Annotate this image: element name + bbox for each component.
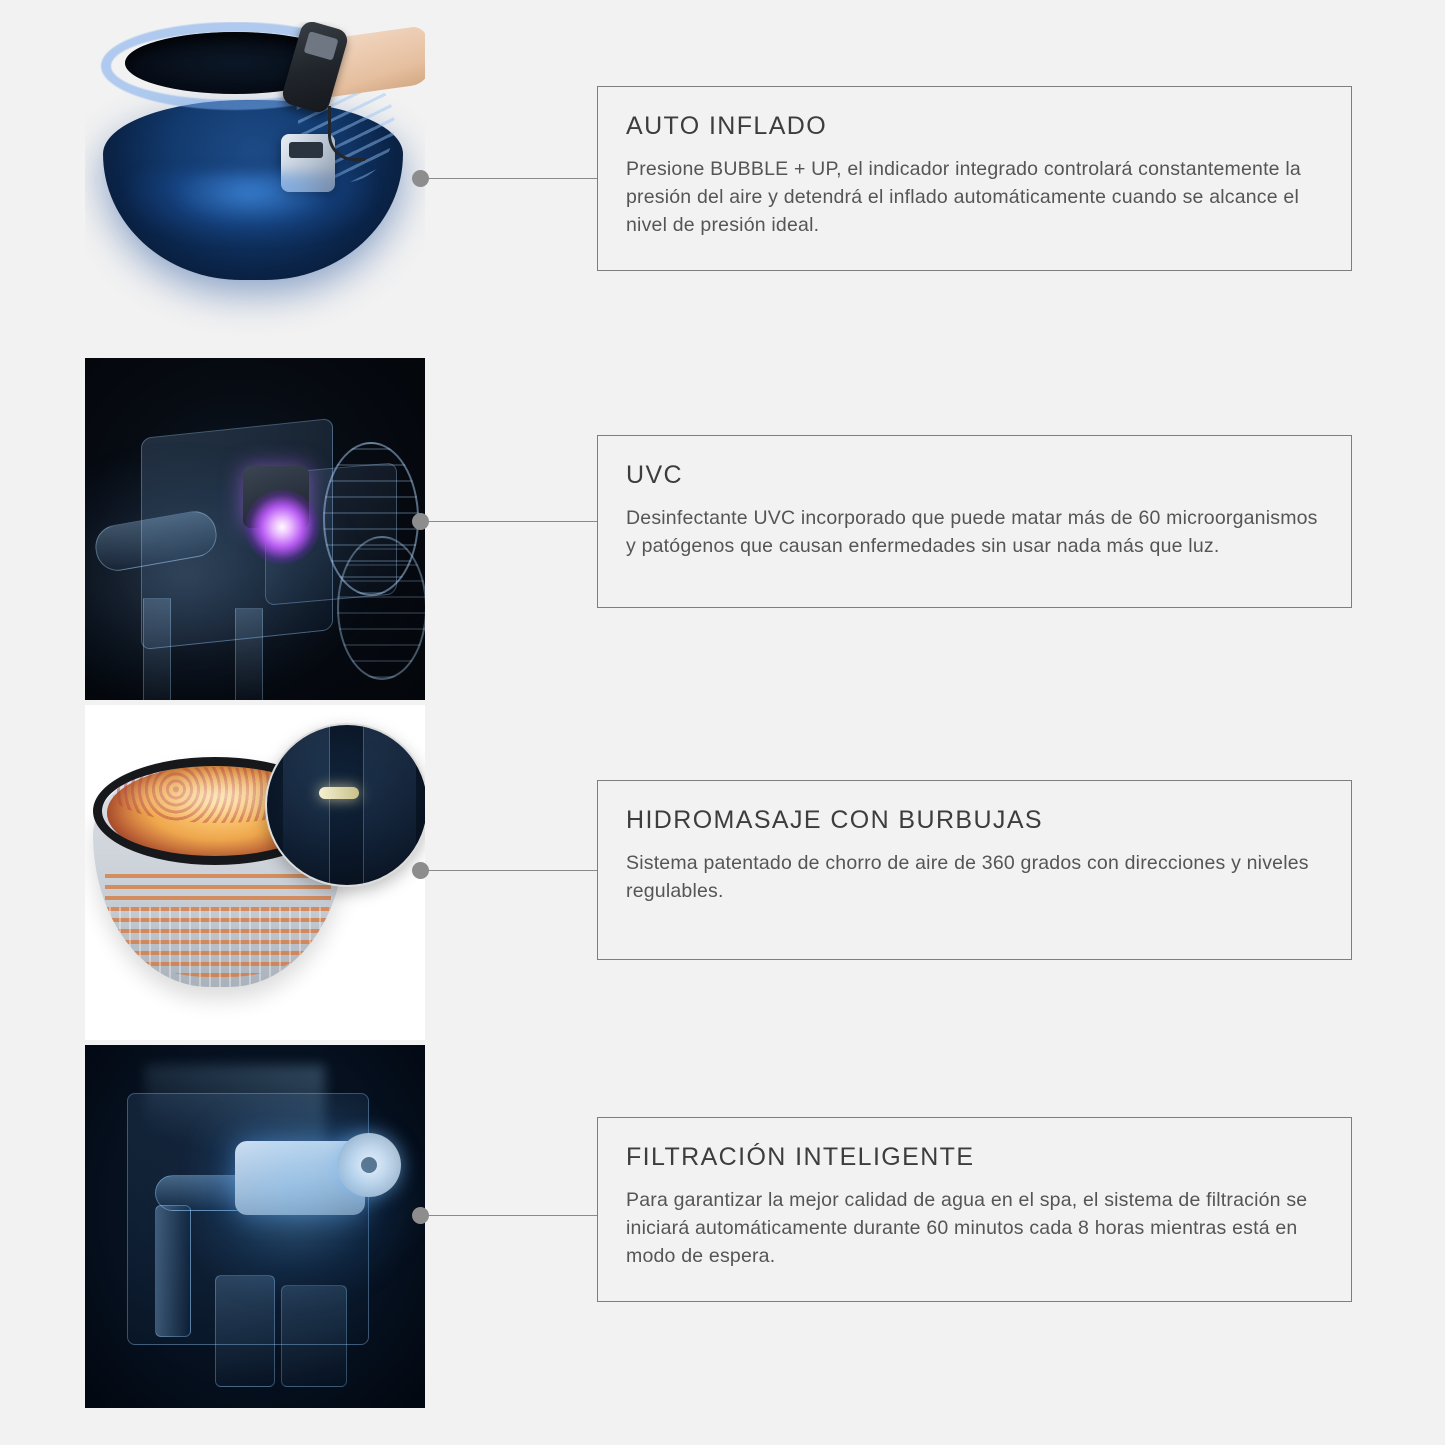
- illustration-filtration-system: [85, 1045, 425, 1408]
- feature-title-auto-inflado: AUTO INFLADO: [626, 112, 828, 140]
- connector-line-2: [428, 521, 598, 522]
- feature-card-auto-inflado: [597, 86, 1352, 271]
- feature-title-hidromasaje: HIDROMASAJE CON BURBUJAS: [626, 806, 1043, 834]
- feature-body-auto-inflado: Presione BUBBLE + UP, el indicador integrado controlará constantemente la presión del aire y detendrá el inflado automáticamente cuando se alcance el nivel de presión ideal.: [626, 157, 1301, 237]
- jet-detail-callout: [265, 723, 425, 887]
- connector-dot-1: [412, 170, 429, 187]
- filter-pipe-vertical: [155, 1205, 191, 1337]
- feature-body-hidromasaje: Sistema patentado de chorro de aire de 360 grados con direcciones y niveles regulables.: [626, 851, 1309, 902]
- feature-body-filtracion: Para garantizar la mejor calidad de agua en el spa, el sistema de filtración se iniciará automáticamente durante 60 minutos cada 8 horas mientras está en modo de espera.: [626, 1188, 1308, 1268]
- tub-wall-shape: [99, 907, 339, 987]
- feature-row-uvc: [0, 348, 1445, 700]
- feature-image-auto-inflado: [85, 22, 425, 338]
- uvc-light-glow: [245, 490, 319, 564]
- illustration-bubble-massage: [85, 705, 425, 1040]
- uvc-leg-left: [143, 598, 171, 700]
- feature-card-uvc: [597, 435, 1352, 608]
- illustration-uvc-module: [85, 358, 425, 700]
- connector-dot-4: [412, 1207, 429, 1224]
- connector-line-3: [428, 870, 598, 871]
- uvc-coil-secondary-shape: [337, 536, 425, 680]
- connector-dot-3: [412, 862, 429, 879]
- feature-card-filtracion: [597, 1117, 1352, 1302]
- feature-body-uvc: Desinfectante UVC incorporado que puede matar más de 60 microorganismos y patógenos que causan enfermedades sin usar nada más que luz.: [626, 506, 1318, 557]
- uvc-leg-right: [235, 608, 263, 700]
- feature-title-filtracion: FILTRACIÓN INTELIGENTE: [626, 1143, 975, 1171]
- feature-title-uvc: UVC: [626, 461, 683, 489]
- feature-image-filtracion: [85, 1045, 425, 1408]
- connector-line-4: [428, 1215, 598, 1216]
- filter-glow-shape: [195, 1105, 425, 1305]
- connector-line-1: [428, 178, 598, 179]
- detail-wall-right: [363, 723, 416, 887]
- spa-glow-shape: [125, 172, 375, 242]
- detail-wall-left: [283, 723, 330, 887]
- feature-card-hidromasaje: [597, 780, 1352, 960]
- air-jet-shape: [319, 787, 359, 799]
- feature-row-filtracion: [0, 1045, 1445, 1445]
- feature-image-hidromasaje: [85, 705, 425, 1040]
- feature-row-hidromasaje: [0, 700, 1445, 1045]
- feature-image-uvc: [85, 358, 425, 700]
- feature-row-auto-inflado: [0, 0, 1445, 348]
- connector-dot-2: [412, 513, 429, 530]
- illustration-inflatable-spa: [85, 22, 425, 338]
